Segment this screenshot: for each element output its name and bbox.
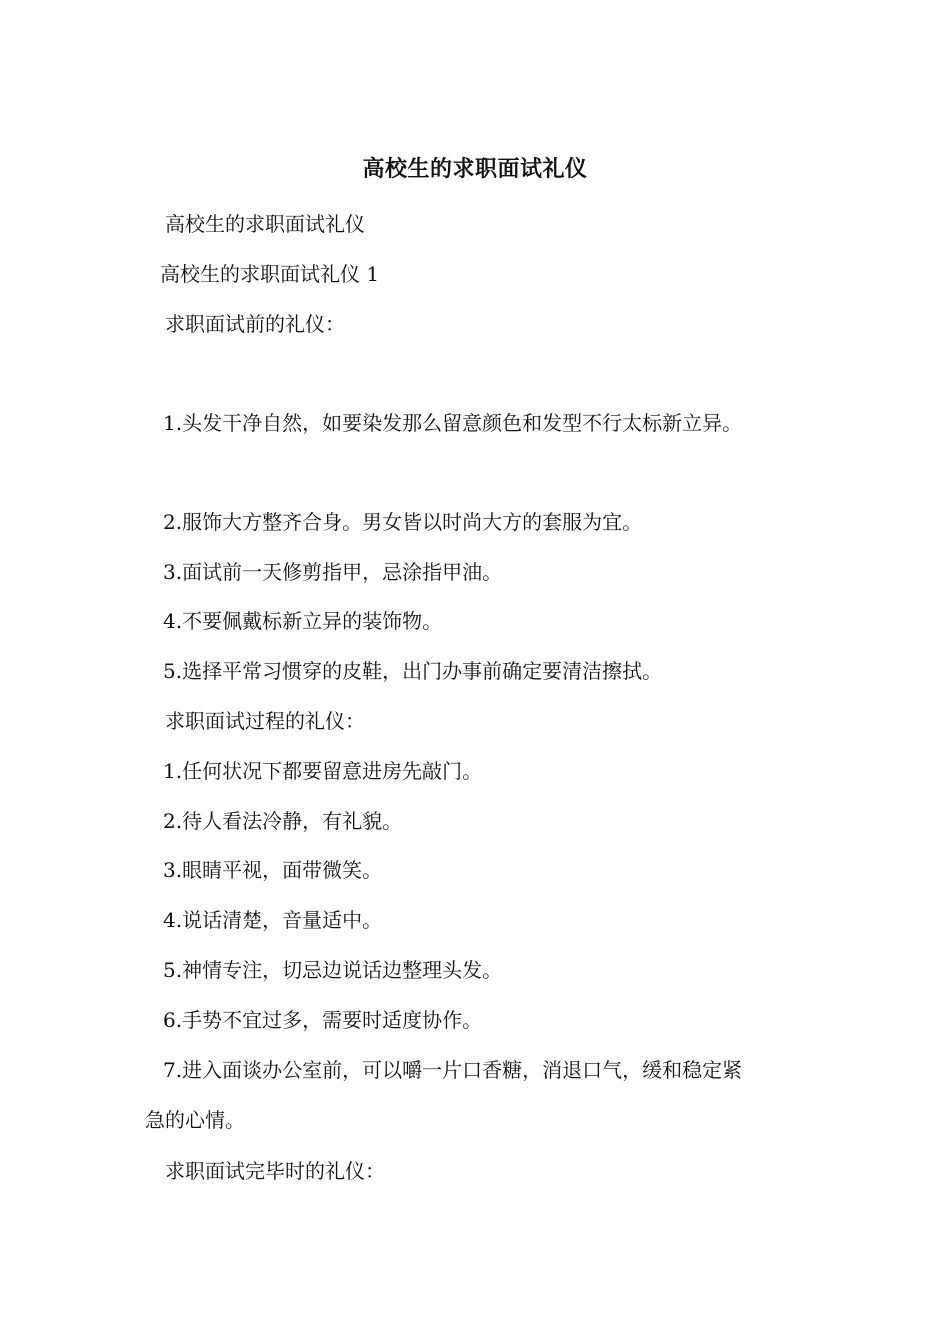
paragraph: 3.眼睛平视，面带微笑。	[163, 858, 383, 882]
paragraph: 1.头发干净自然，如要染发那么留意颜色和发型不行太标新立异。	[163, 411, 743, 435]
paragraph: 急的心情。	[145, 1108, 245, 1132]
paragraph: 2.待人看法冷静，有礼貌。	[163, 809, 403, 833]
paragraph: 4.说话清楚，音量适中。	[163, 908, 383, 932]
paragraph: 1.任何状况下都要留意进房先敲门。	[163, 759, 483, 783]
paragraph: 求职面试前的礼仪：	[165, 312, 345, 336]
paragraph: 2.服饰大方整齐合身。男女皆以时尚大方的套服为宜。	[163, 510, 643, 534]
document-title: 高校生的求职面试礼仪	[362, 156, 588, 182]
paragraph: 求职面试过程的礼仪：	[165, 709, 365, 733]
paragraph: 7.进入面谈办公室前，可以嚼一片口香糖，消退口气，缓和稳定紧	[163, 1058, 743, 1082]
paragraph: 3.面试前一天修剪指甲，忌涂指甲油。	[163, 560, 503, 584]
paragraph: 5.神情专注，切忌边说话边整理头发。	[163, 958, 503, 982]
paragraph: 5.选择平常习惯穿的皮鞋，出门办事前确定要清洁擦拭。	[163, 659, 663, 683]
paragraph: 6.手势不宜过多，需要时适度协作。	[163, 1008, 483, 1032]
paragraph: 高校生的求职面试礼仪	[165, 212, 365, 236]
paragraph: 4.不要佩戴标新立异的装饰物。	[163, 609, 443, 633]
paragraph: 高校生的求职面试礼仪 1	[160, 262, 380, 286]
paragraph: 求职面试完毕时的礼仪：	[165, 1159, 385, 1183]
